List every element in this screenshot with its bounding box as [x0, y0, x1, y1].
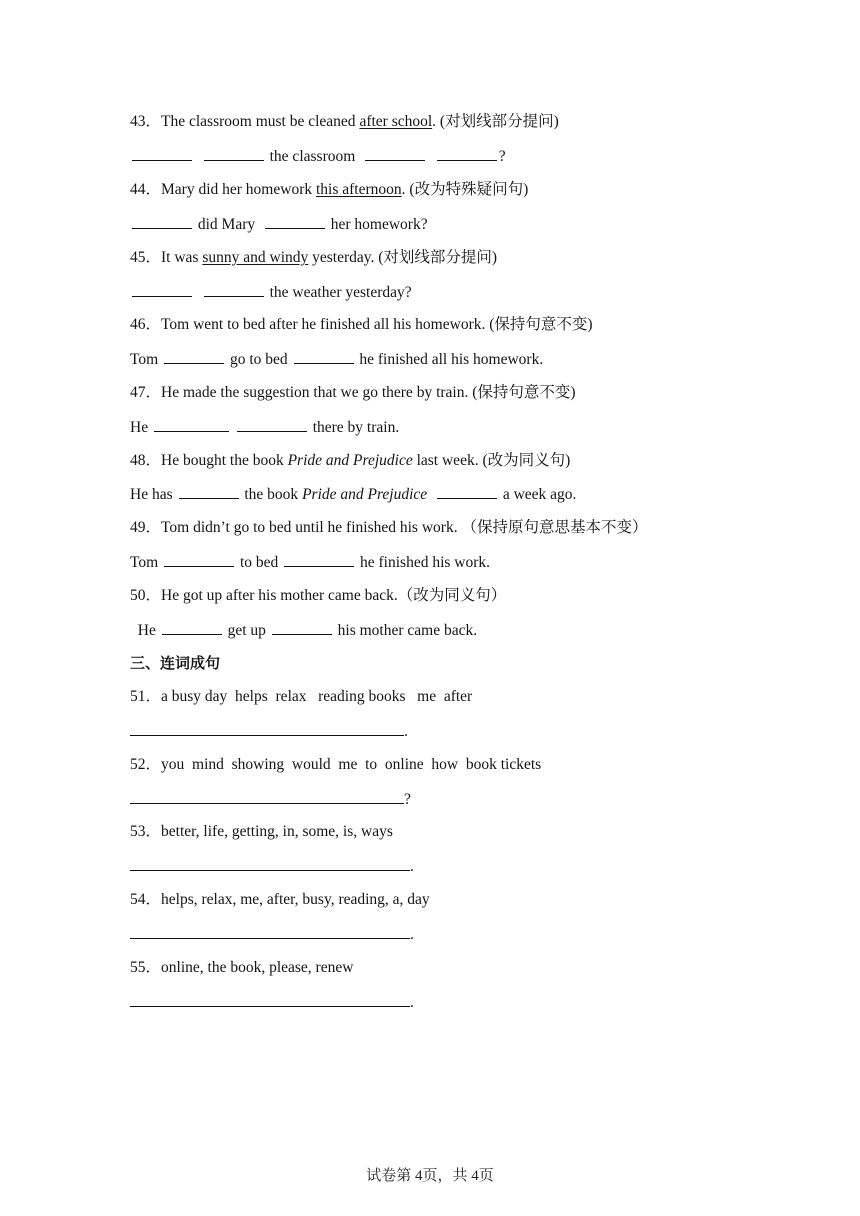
answer-blank[interactable]: [204, 282, 264, 297]
question-46: [130, 315, 593, 335]
answer-text: there by train.: [308, 419, 400, 436]
answer-text: the weather yesterday?: [265, 284, 412, 301]
answer-line-43: [130, 146, 506, 167]
answer-blank[interactable]: [164, 552, 234, 567]
answer-blank[interactable]: [272, 620, 332, 635]
answer-blank[interactable]: [130, 789, 404, 804]
answer-line-49: [130, 552, 490, 573]
section-title: 三、连词成句: [130, 654, 221, 672]
answer-text: He has: [130, 486, 177, 503]
answer-line-53: [130, 856, 414, 877]
question-text: He bought the book: [161, 452, 288, 469]
answer-text: the book: [240, 486, 303, 503]
answer-blank[interactable]: [130, 856, 410, 871]
answer-line-50: [130, 620, 477, 641]
question-52: [130, 755, 541, 775]
answer-punctuation: .: [410, 858, 414, 875]
answer-punctuation: .: [410, 994, 414, 1011]
answer-blank[interactable]: [162, 620, 222, 635]
answer-text: He: [130, 622, 160, 639]
question-text: He made the suggestion that we go there by train. (保持句意不变): [161, 384, 576, 401]
instruction: yesterday. (对划线部分提问): [308, 249, 498, 266]
question-number: 53．: [130, 823, 162, 840]
answer-punctuation: .: [410, 926, 414, 943]
answer-blank[interactable]: [179, 484, 239, 499]
answer-text: a week ago.: [498, 486, 577, 503]
answer-blank[interactable]: [154, 417, 229, 432]
question-number: 46．: [130, 316, 162, 333]
question-47: [130, 383, 576, 403]
question-55: [130, 958, 353, 978]
answer-text: He: [130, 419, 152, 436]
question-text: you mind showing would me to online how book tickets: [161, 756, 542, 773]
question-53: [130, 822, 393, 842]
question-text: Tom didn’t go to bed until he finished his work. （保持原句意思基本不变）: [161, 519, 648, 536]
instruction: . (对划线部分提问): [432, 113, 559, 130]
question-number: 54．: [130, 891, 162, 908]
answer-line-51: [130, 721, 408, 742]
underlined-phrase: this afternoon: [315, 181, 402, 198]
question-text: He got up after his mother came back.（改为同义句）: [161, 587, 507, 604]
question-text: helps, relax, me, after, busy, reading, a, day: [161, 891, 430, 908]
answer-blank[interactable]: [164, 349, 224, 364]
answer-text: Tom: [130, 351, 163, 368]
answer-text: his mother came back.: [333, 622, 478, 639]
question-number: 51．: [130, 688, 162, 705]
answer-blank[interactable]: [284, 552, 354, 567]
answer-blank[interactable]: [132, 214, 192, 229]
answer-blank[interactable]: [132, 146, 192, 161]
question-text: Mary did her homework: [161, 181, 316, 198]
question-44: [130, 180, 528, 200]
question-number: 47．: [130, 384, 162, 401]
question-number: 43．: [130, 113, 162, 130]
answer-line-47: [130, 417, 399, 438]
underlined-phrase: sunny and windy: [202, 249, 309, 266]
question-45: [130, 248, 497, 268]
question-50: [130, 586, 506, 606]
answer-blank[interactable]: [130, 721, 404, 736]
page-footer: 试卷第 4页，共 4页: [366, 1168, 494, 1184]
answer-blank[interactable]: [130, 992, 410, 1007]
answer-text: get up: [223, 622, 270, 639]
question-number: 55．: [130, 959, 162, 976]
question-text: It was: [161, 249, 203, 266]
question-number: 44．: [130, 181, 162, 198]
question-number: 49．: [130, 519, 162, 536]
book-title: Pride and Prejudice: [302, 486, 428, 503]
question-text: The classroom must be cleaned: [161, 113, 360, 130]
answer-text: go to bed: [226, 351, 292, 368]
answer-line-55: [130, 992, 414, 1013]
answer-line-52: [130, 789, 411, 810]
question-43: [130, 112, 559, 132]
question-54: [130, 890, 430, 910]
question-number: 52．: [130, 756, 162, 773]
answer-blank[interactable]: [132, 282, 192, 297]
answer-line-44: [130, 214, 428, 235]
instruction: last week. (改为同义句): [412, 452, 571, 469]
instruction: . (改为特殊疑问句): [401, 181, 529, 198]
question-number: 50．: [130, 587, 162, 604]
answer-blank[interactable]: [130, 924, 410, 939]
answer-line-48: [130, 484, 576, 505]
answer-blank[interactable]: [437, 146, 497, 161]
answer-text: he finished his work.: [356, 554, 491, 571]
answer-text: he finished all his homework.: [355, 351, 544, 368]
question-number: 45．: [130, 249, 162, 266]
question-51: [130, 687, 472, 707]
answer-line-45: [130, 282, 412, 303]
question-number: 48．: [130, 452, 162, 469]
book-title: Pride and Prejudice: [287, 452, 413, 469]
question-text: a busy day helps relax reading books me after: [161, 688, 473, 705]
question-text: online, the book, please, renew: [161, 959, 354, 976]
question-text: Tom went to bed after he finished all his homework. (保持句意不变): [161, 316, 593, 333]
answer-punctuation: .: [404, 723, 408, 740]
question-48: [130, 451, 570, 471]
question-49: [130, 518, 647, 538]
answer-text: the classroom: [265, 148, 360, 165]
answer-blank[interactable]: [365, 146, 425, 161]
answer-blank[interactable]: [204, 146, 264, 161]
answer-blank[interactable]: [237, 417, 307, 432]
answer-line-46: [130, 349, 543, 370]
question-text: better, life, getting, in, some, is, ways: [161, 823, 393, 840]
answer-blank[interactable]: [437, 484, 497, 499]
answer-punctuation: ?: [404, 791, 411, 808]
answer-blank[interactable]: [294, 349, 354, 364]
answer-blank[interactable]: [265, 214, 325, 229]
answer-text: did Mary: [194, 216, 260, 233]
underlined-phrase: after school: [359, 113, 433, 130]
answer-text: to bed: [236, 554, 283, 571]
answer-text: Tom: [130, 554, 163, 571]
answer-line-54: [130, 924, 414, 945]
answer-text: ?: [498, 148, 506, 165]
answer-text: her homework?: [326, 216, 428, 233]
